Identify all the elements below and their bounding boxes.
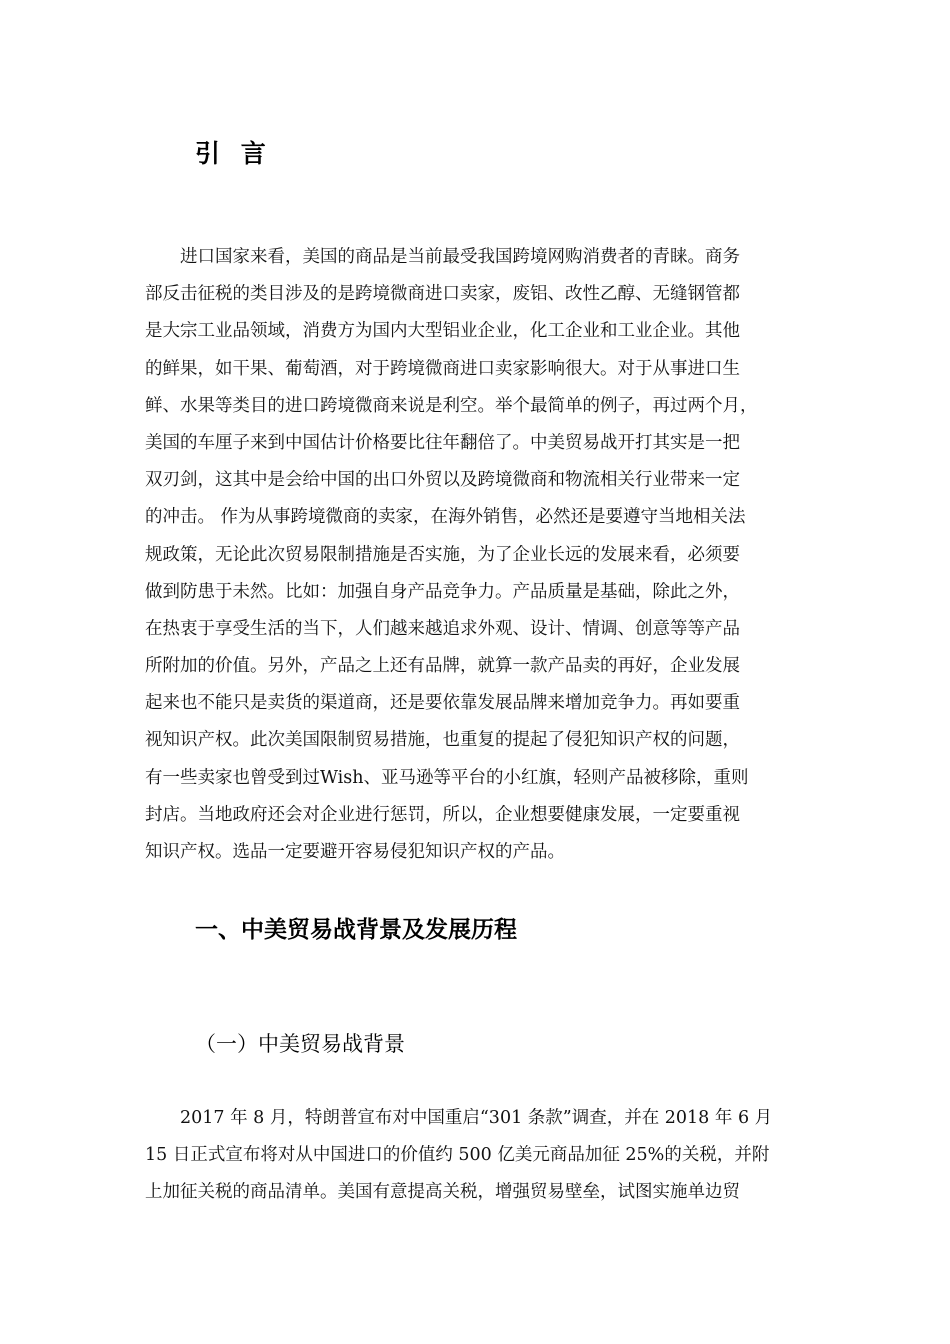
- text-line: 视知识产权。此次美国限制贸易措施，也重复的提起了侵犯知识产权的问题，: [145, 730, 740, 751]
- text-line: 所附加的价值。另外，产品之上还有品牌，就算一款产品卖的再好，企业发展: [145, 656, 740, 677]
- text-line: 在热衷于享受生活的当下，人们越来越追求外观、设计、情调、创意等等产品: [145, 618, 740, 639]
- text-line: 进口国家来看，美国的商品是当前最受我国跨境网购消费者的青睐。商务: [145, 247, 740, 267]
- section-1-1-paragraph: [145, 1100, 805, 1212]
- text-line: 双刃剑，这其中是会给中国的出口外贸以及跨境微商和物流相关行业带来一定: [145, 470, 740, 491]
- text-line: 是大宗工业品领域，消费方为国内大型铝业企业，化工企业和工业企业。其他: [145, 321, 740, 342]
- text-line: 封店。当地政府还会对企业进行惩罚，所以，企业想要健康发展，一定要重视: [145, 804, 740, 825]
- section-1-heading: 一、中美贸易战背景及发展历程: [195, 917, 517, 943]
- section-1-1-heading: （一）中美贸易战背景: [195, 1032, 405, 1056]
- intro-heading: 引 言: [195, 139, 272, 168]
- intro-paragraph: [145, 239, 805, 871]
- text-line: 鲜、水果等类目的进口跨境微商来说是利空。举个最简单的例子，再过两个月，: [145, 395, 758, 416]
- text-line: 15 日正式宣布将对从中国进口的价值约 500 亿美元商品加征 25%的关税，并附: [145, 1145, 770, 1166]
- text-line: 的冲击。 作为从事跨境微商的卖家，在海外销售，必然还是要遵守当地相关法: [145, 507, 746, 528]
- text-line: 的鲜果，如干果、葡萄酒，对于跨境微商进口卖家影响很大。对于从事进口生: [145, 358, 740, 379]
- text-line: 起来也不能只是卖货的渠道商，还是要依靠发展品牌来增加竞争力。再如要重: [145, 693, 740, 714]
- text-line: 美国的车厘子来到中国估计价格要比往年翻倍了。中美贸易战开打其实是一把: [145, 432, 740, 453]
- text-line: 做到防患于未然。比如：加强自身产品竞争力。产品质量是基础，除此之外，: [145, 581, 740, 602]
- text-line: 规政策，无论此次贸易限制措施是否实施，为了企业长远的发展来看，必须要: [145, 544, 740, 565]
- text-line: 上加征关税的商品清单。美国有意提高关税，增强贸易壁垒，试图实施单边贸: [145, 1182, 740, 1203]
- text-line: 知识产权。选品一定要避开容易侵犯知识产权的产品。: [145, 842, 565, 862]
- text-line: 部反击征税的类目涉及的是跨境微商进口卖家，废铝、改性乙醇、无缝钢管都: [145, 284, 740, 305]
- text-line: 2017 年 8 月，特朗普宣布对中国重启“301 条款”调查，并在 2018 年 6 月: [145, 1108, 773, 1128]
- text-line: 有一些卖家也曾受到过Wish、亚马逊等平台的小红旗，轻则产品被移除，重则: [145, 767, 749, 788]
